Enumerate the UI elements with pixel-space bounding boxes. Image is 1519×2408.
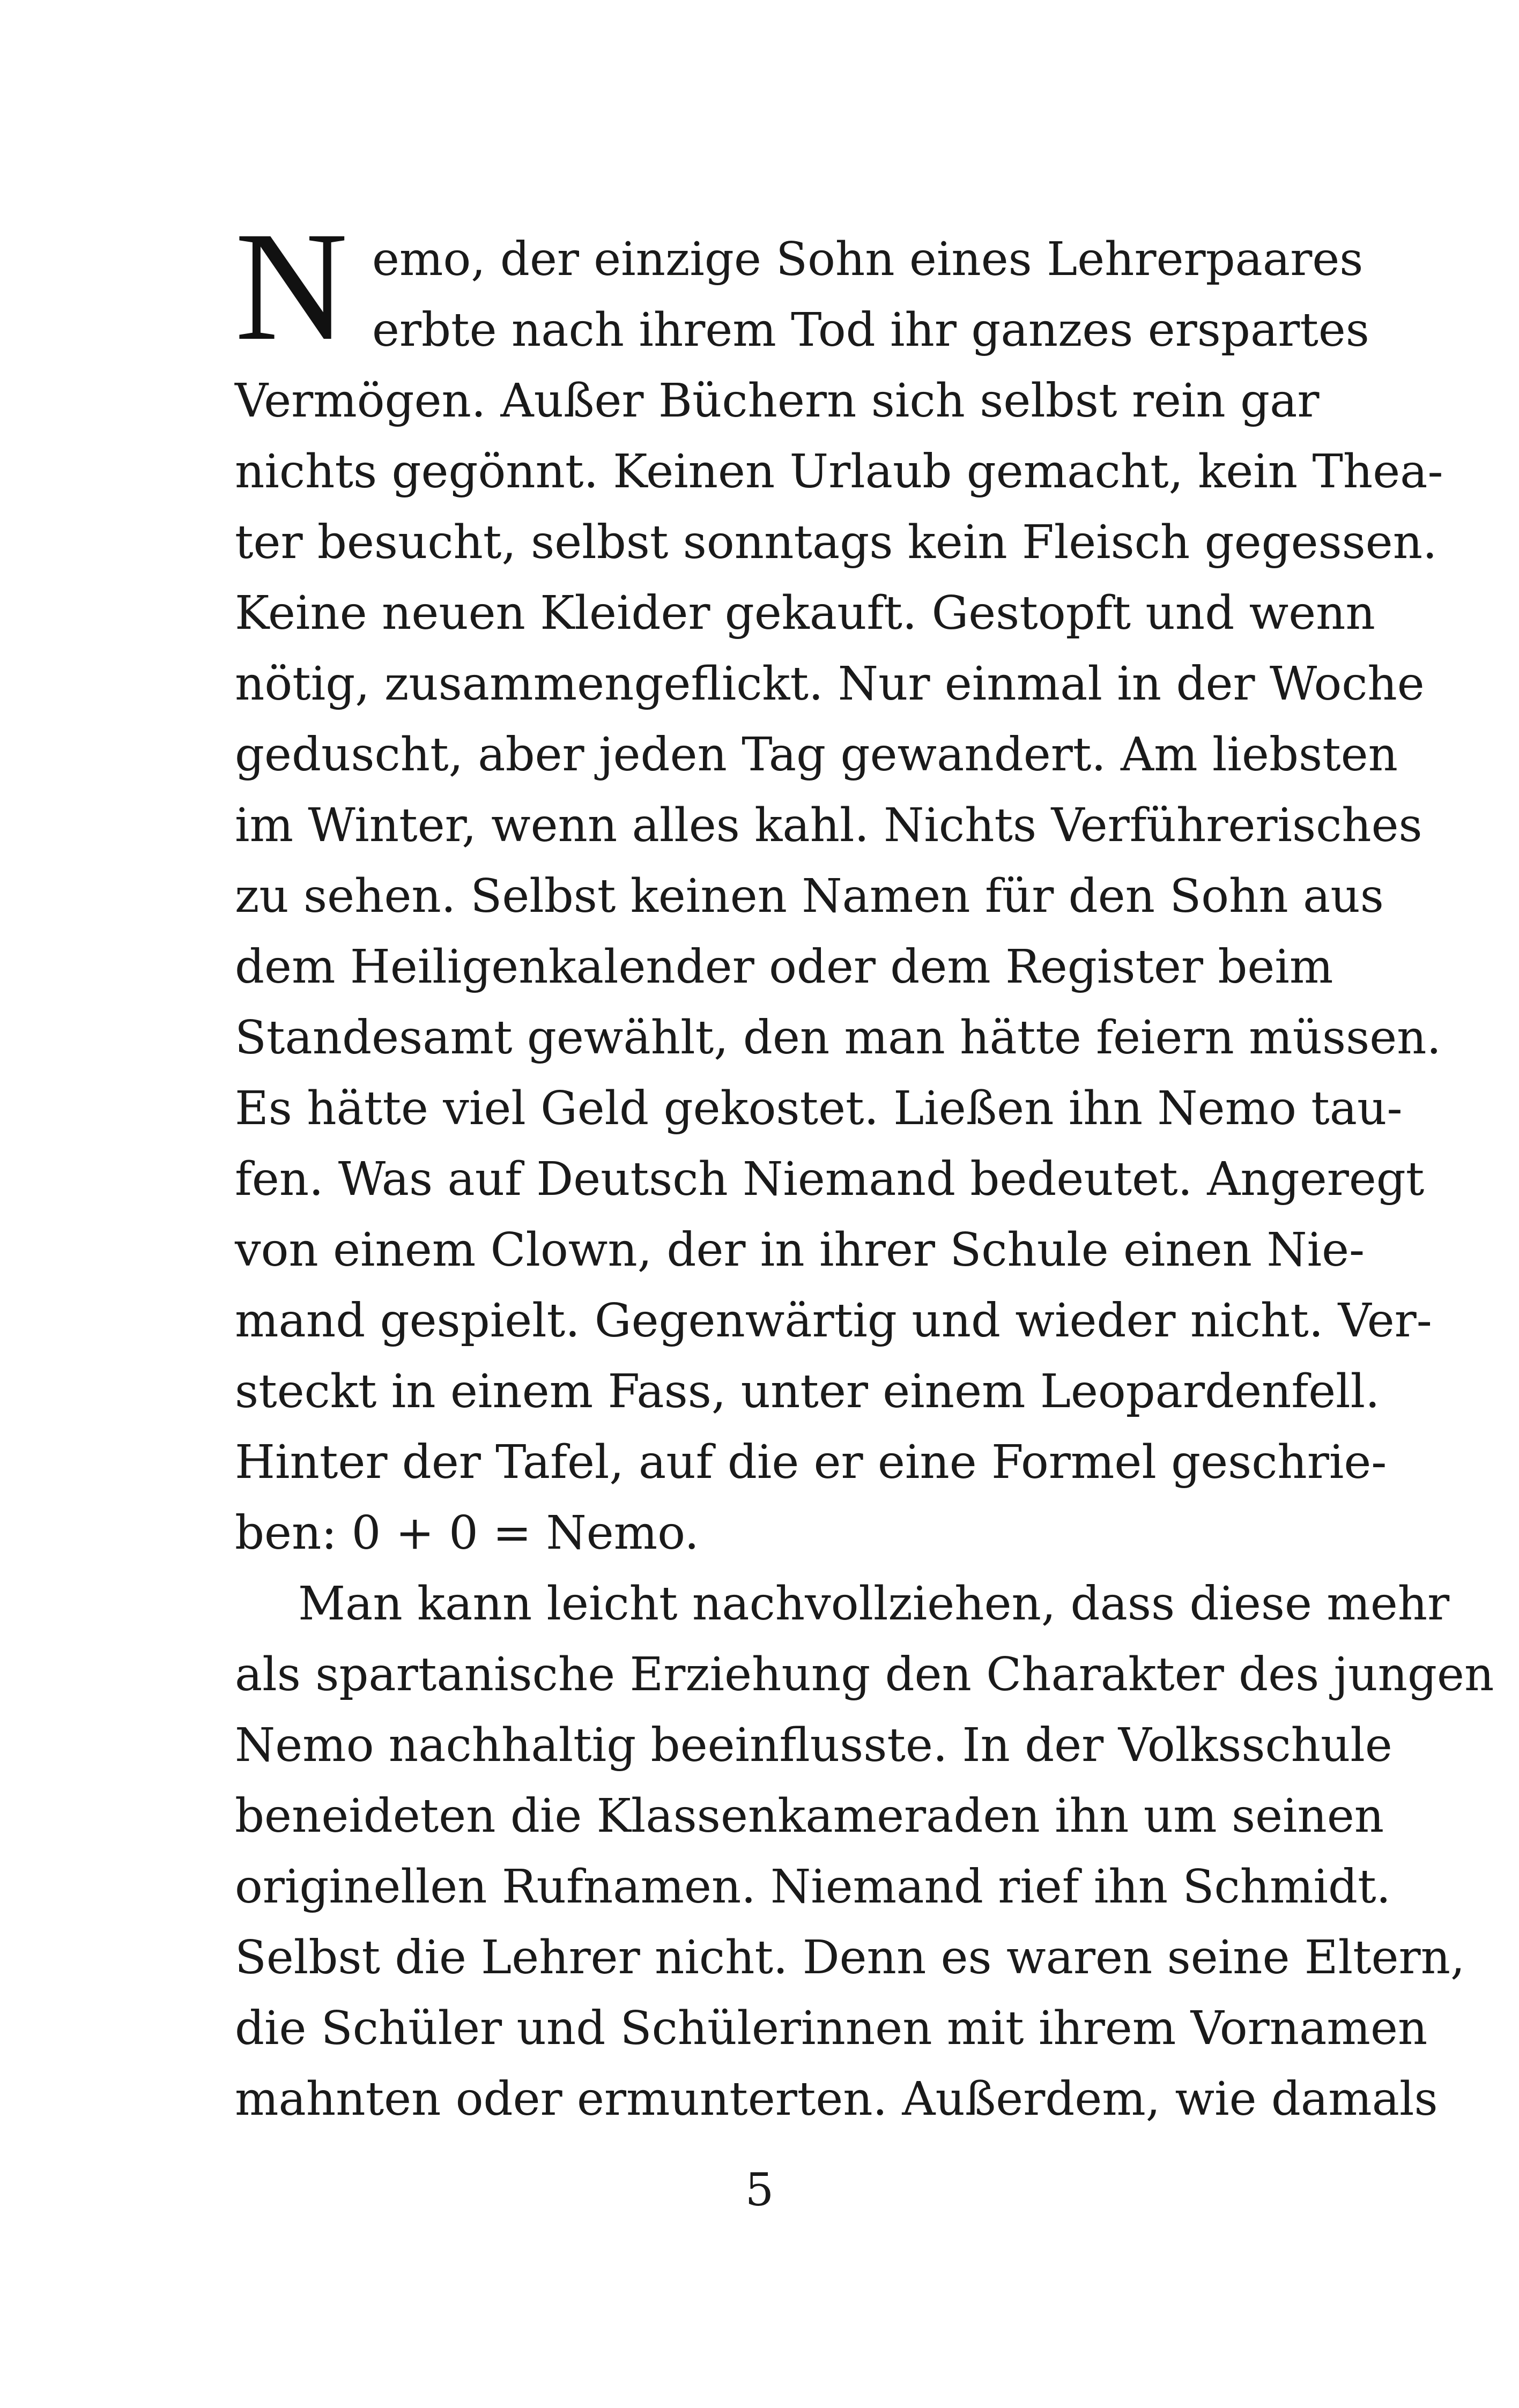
text-line-23: beneideten die Klassenkameraden ihn um seinen [235, 1789, 1384, 1843]
page-number: 5 [745, 2164, 774, 2216]
text-line-17: steckt in einem Fass, unter einem Leopardenfell. [235, 1365, 1380, 1418]
text-line-14: fen. Was auf Deutsch Niemand bedeutet. Angeregt [235, 1153, 1425, 1206]
text-line-20: Man kann leicht nachvollziehen, dass diese mehr [298, 1577, 1450, 1631]
text-line-10: zu sehen. Selbst keinen Namen für den Sohn aus [235, 869, 1384, 923]
text-line-27: mahnten oder ermunterten. Außerdem, wie damals [235, 2072, 1438, 2126]
drop-cap-initial: N [235, 200, 348, 373]
text-line-3: Vermögen. Außer Büchern sich selbst rein gar [235, 374, 1320, 428]
text-line-8: geduscht, aber jeden Tag gewandert. Am liebsten [235, 728, 1398, 782]
text-line-18: Hinter der Tafel, auf die er eine Formel geschrie- [235, 1436, 1387, 1489]
text-line-21: als spartanische Erziehung den Charakter des jungen [235, 1648, 1494, 1701]
text-line-7: nötig, zusammengeflickt. Nur einmal in der Woche [235, 657, 1425, 711]
text-line-11: dem Heiligenkalender oder dem Register beim [235, 940, 1333, 994]
text-line-16: mand gespielt. Gegenwärtig und wieder nicht. Ver- [235, 1294, 1432, 1348]
body-text [235, 200, 1494, 2135]
text-line-1: emo, der einzige Sohn eines Lehrerpaares [372, 233, 1364, 286]
text-line-4: nichts gegönnt. Keinen Urlaub gemacht, kein Thea- [235, 445, 1443, 499]
text-line-12: Standesamt gewählt, den man hätte feiern müssen. [235, 1011, 1441, 1065]
text-line-15: von einem Clown, der in ihrer Schule einen Nie- [235, 1223, 1365, 1277]
text-line-19: ben: 0 + 0 = Nemo. [235, 1506, 699, 1560]
text-line-6: Keine neuen Kleider gekauft. Gestopft und wenn [235, 586, 1375, 640]
text-line-9: im Winter, wenn alles kahl. Nichts Verführerisches [235, 799, 1422, 852]
text-line-26: die Schüler und Schülerinnen mit ihrem Vornamen [235, 2002, 1428, 2055]
text-line-22: Nemo nachhaltig beeinflusste. In der Volksschule [235, 1719, 1392, 1772]
text-line-25: Selbst die Lehrer nicht. Denn es waren seine Eltern, [235, 1931, 1465, 1985]
text-line-24: originellen Rufnamen. Niemand rief ihn Schmidt. [235, 1860, 1391, 1914]
text-line-13: Es hätte viel Geld gekostet. Ließen ihn Nemo tau- [235, 1082, 1403, 1135]
text-line-2: erbte nach ihrem Tod ihr ganzes erspartes [372, 303, 1369, 357]
text-line-5: ter besucht, selbst sonntags kein Fleisch gegessen. [235, 516, 1438, 569]
